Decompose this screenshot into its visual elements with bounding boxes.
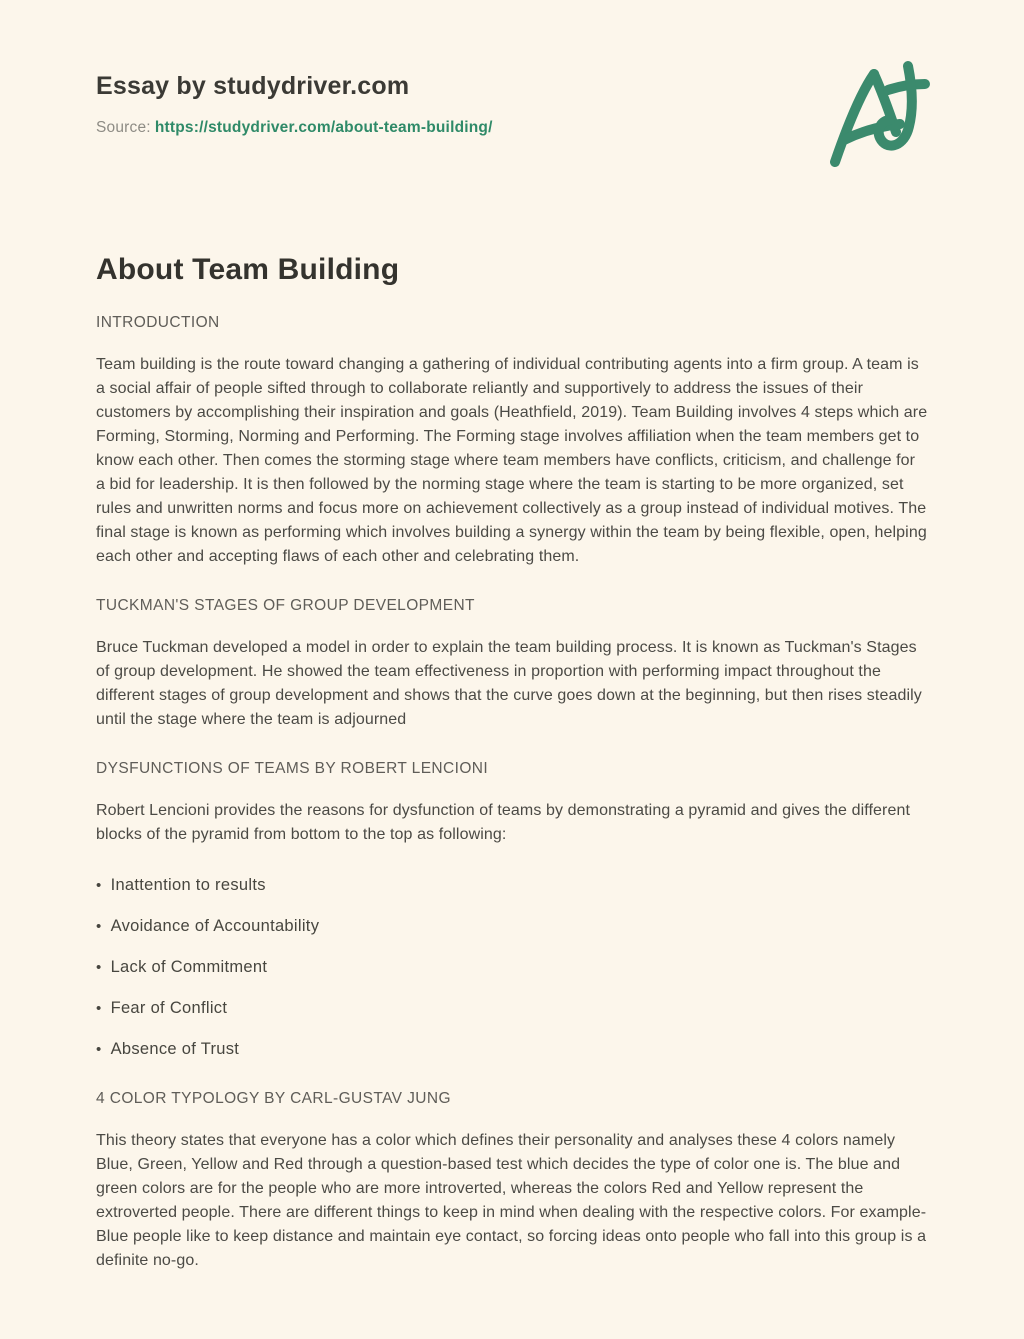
bullet-icon: •	[96, 999, 102, 1017]
section-heading-introduction: INTRODUCTION	[96, 313, 220, 331]
dysfunctions-list	[96, 873, 928, 1062]
list-item	[96, 955, 928, 980]
bullet-icon: •	[96, 1040, 102, 1058]
section-heading-tuckman-stages: TUCKMAN'S STAGES OF GROUP DEVELOPMENT	[96, 596, 475, 614]
a-plus-logo-icon	[828, 58, 932, 170]
source-line	[96, 119, 928, 137]
list-item-label: Lack of Commitment	[110, 957, 268, 976]
page-header	[96, 72, 928, 137]
list-item	[96, 914, 928, 939]
studydriver-logo	[828, 58, 932, 170]
source-link[interactable]: https://studydriver.com/about-team-building/	[154, 118, 493, 136]
paragraph-tuckman-stages: Bruce Tuckman developed a model in order to explain the team building process. It is known as Tuckman's Stages of group development. He showed the team effectiveness in proportion with performing impact throughout the different stages of group development and shows that the curve goes down at the beginning, but then rises steadily until the stage where the team is adjourned	[96, 638, 922, 728]
source-label: Source:	[96, 118, 151, 136]
list-item-label: Fear of Conflict	[110, 998, 228, 1017]
section-heading-color-typology: 4 COLOR TYPOLOGY BY CARL-GUSTAV JUNG	[96, 1089, 451, 1107]
brand-title: Essay by studydriver.com	[96, 72, 410, 100]
list-item	[96, 1037, 928, 1062]
paragraph-dysfunctions: Robert Lencioni provides the reasons for dysfunction of teams by demonstrating a pyramid and gives the different blocks of the pyramid from bottom to the top as following:	[96, 801, 911, 843]
list-item-label: Inattention to results	[110, 875, 266, 894]
paragraph-color-typology: This theory states that everyone has a color which defines their personality and analyses these 4 colors namely Blue, Green, Yellow and Red through a question-based test which decides the type of color one is. The blue and green colors are for the people who are more introverted, whereas the colors Red and Yellow represent the extroverted people. There are different things to keep in mind when dealing with the respective colors. For example- Blue people like to keep distance and maintain eye contact, so forcing ideas onto people who fall into this group is a definite no-go.	[96, 1131, 927, 1269]
paragraph-introduction: Team building is the route toward changing a gathering of individual contributing agents into a firm group. A team is a social affair of people sifted through to collaborate reliantly and supportively to address the issues of their customers by accomplishing their inspiration and goals (Heathfield, 2019). Team Building involves 4 steps which are Forming, Storming, Norming and Performing. The Forming stage involves affiliation when the team members get to know each other. Then comes the storming stage where team members have conflicts, criticism, and challenge for a bid for leadership. It is then followed by the norming stage where the team is starting to be more organized, set rules and unwritten norms and focus more on achievement collectively as a group instead of individual motives. The final stage is known as performing which involves building a synergy within the team by being flexible, open, helping each other and accepting flaws of each other and celebrating them.	[96, 355, 928, 565]
list-item	[96, 873, 928, 898]
essay-title: About Team Building	[96, 252, 400, 286]
bullet-icon: •	[96, 958, 102, 976]
section-heading-dysfunctions: DYSFUNCTIONS OF TEAMS BY ROBERT LENCIONI	[96, 759, 489, 777]
list-item-label: Avoidance of Accountability	[110, 916, 320, 935]
list-item	[96, 996, 928, 1021]
bullet-icon: •	[96, 917, 102, 935]
essay-content	[96, 253, 928, 1273]
list-item-label: Absence of Trust	[110, 1039, 240, 1058]
bullet-icon: •	[96, 876, 102, 894]
